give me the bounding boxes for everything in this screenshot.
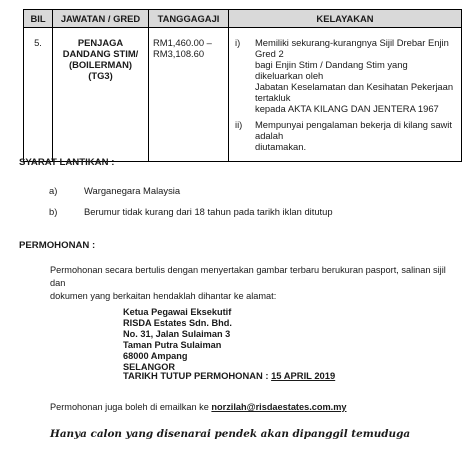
condition-item — [49, 185, 180, 196]
condition-letter: b) — [49, 206, 58, 217]
qualification-number: i) — [235, 37, 241, 48]
qualification-line: kepada AKTA KILANG DAN JENTERA 1967 — [255, 103, 439, 114]
instruction-line: dokumen yang berkaitan hendaklah dihantar ke alamat: — [50, 291, 277, 301]
header-tanggagaji: TANGGAGAJI — [149, 10, 229, 28]
email-prefix: Permohonan juga boleh di emailkan ke — [50, 402, 212, 412]
job-grade: (TG3) — [88, 70, 113, 81]
row-number: 5. — [24, 28, 53, 162]
address-line: 68000 Ampang — [123, 351, 188, 361]
condition-letter: a) — [49, 185, 58, 196]
salary-min: RM1,460.00 – — [153, 37, 212, 48]
address-line: SELANGOR — [123, 362, 176, 372]
qualification-item — [235, 37, 455, 114]
closing-date: 15 APRIL 2019 — [271, 370, 336, 381]
job-table-container — [23, 9, 462, 162]
job-title-line: (BOILERMAN) — [68, 59, 132, 70]
email-instruction — [50, 402, 347, 412]
job-title-line: PENJAGA — [77, 37, 124, 48]
condition-item — [49, 206, 333, 217]
instruction-line: Permohonan secara bertulis dengan menyertakan gambar terbaru berukuran pasport, salinan sijil dan — [50, 265, 446, 288]
header-kelayakan: KELAYAKAN — [229, 10, 462, 28]
salary-cell — [149, 28, 229, 162]
qualification-cell — [229, 28, 462, 162]
qualification-text — [255, 37, 455, 114]
condition-text: Warganegara Malaysia — [84, 185, 181, 196]
header-jawatan: JAWATAN / GRED — [53, 10, 149, 28]
header-bil: BIL — [24, 10, 53, 28]
closing-date-label: TARIKH TUTUP PERMOHONAN : — [123, 370, 272, 381]
qualification-number: ii) — [235, 119, 243, 130]
qualification-line: Mempunyai pengalaman bekerja di kilang sawit adalah — [255, 119, 452, 141]
closing-date-line — [123, 370, 335, 381]
qualification-line: diutamakan. — [255, 141, 307, 152]
qualification-line: bagi Enjin Stim / Dandang Stim yang dikeluarkan oleh — [255, 59, 408, 81]
salary-max: RM3,108.60 — [153, 48, 205, 59]
shortlist-note: Hanya calon yang disenarai pendek akan dipanggil temuduga — [50, 428, 411, 440]
table-row — [24, 28, 462, 162]
syarat-lantikan-title: SYARAT LANTIKAN : — [19, 157, 115, 168]
job-table — [23, 9, 462, 162]
table-header-row — [24, 10, 462, 28]
qualification-text — [255, 119, 455, 152]
mailing-address — [123, 307, 232, 373]
job-title-cell — [53, 28, 149, 162]
qualification-line: Jabatan Keselamatan dan Kesihatan Pekerjaan tertakluk — [255, 81, 454, 103]
permohonan-title: PERMOHONAN : — [19, 240, 96, 251]
address-line: No. 31, Jalan Sulaiman 3 — [123, 329, 231, 339]
qualification-item — [235, 119, 455, 152]
condition-text: Berumur tidak kurang dari 18 tahun pada tarikh iklan ditutup — [84, 206, 333, 217]
address-line: Taman Putra Sulaiman — [123, 340, 222, 350]
address-line: Ketua Pegawai Eksekutif — [123, 307, 232, 317]
job-title-line: DANDANG STIM/ — [62, 48, 139, 59]
qualification-line: Memiliki sekurang-kurangnya Sijil Drebar Enjin Gred 2 — [255, 37, 449, 59]
address-line: RISDA Estates Sdn. Bhd. — [123, 318, 232, 328]
application-instructions — [50, 264, 460, 303]
email-link[interactable]: norzilah@risdaestates.com.my — [211, 402, 347, 412]
